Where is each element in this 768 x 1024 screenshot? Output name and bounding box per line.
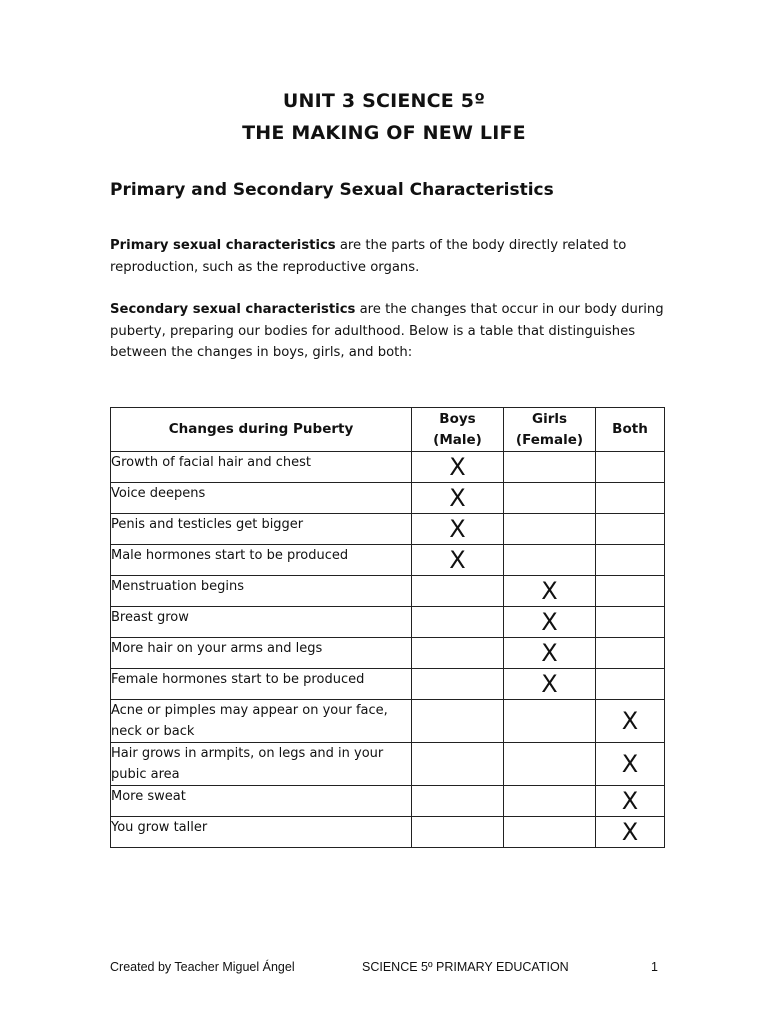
cell-both (596, 452, 665, 483)
table-row (111, 514, 665, 545)
puberty-changes-table (110, 407, 665, 848)
change-label: Penis and testicles get bigger (111, 514, 412, 545)
cell-girls (504, 786, 596, 817)
check-mark-x: X (541, 608, 558, 636)
secondary-characteristics-paragraph (110, 299, 670, 364)
cell-boys (412, 700, 504, 743)
cell-girls (504, 545, 596, 576)
cell-both (596, 669, 665, 700)
check-mark-x: X (541, 577, 558, 605)
cell-boys (412, 669, 504, 700)
cell-boys (412, 743, 504, 786)
cell-both (596, 545, 665, 576)
cell-boys (412, 452, 504, 483)
cell-girls (504, 638, 596, 669)
change-label: Voice deepens (111, 483, 412, 514)
change-label: More hair on your arms and legs (111, 638, 412, 669)
cell-both (596, 607, 665, 638)
table-row (111, 607, 665, 638)
table-row (111, 452, 665, 483)
footer-page-number: 1 (651, 960, 658, 974)
cell-girls (504, 576, 596, 607)
cell-boys (412, 514, 504, 545)
check-mark-x: X (449, 546, 466, 574)
change-label: More sweat (111, 786, 412, 817)
cell-boys (412, 545, 504, 576)
cell-both (596, 817, 665, 848)
check-mark-x: X (621, 818, 639, 846)
table-row (111, 700, 665, 743)
cell-boys (412, 817, 504, 848)
cell-girls (504, 452, 596, 483)
secondary-term: Secondary sexual characteristics (110, 302, 356, 317)
footer-course: SCIENCE 5º PRIMARY EDUCATION (362, 960, 569, 974)
table-row (111, 545, 665, 576)
change-label: Acne or pimples may appear on your face, neck or back (111, 700, 412, 743)
change-label: Breast grow (111, 607, 412, 638)
change-label: Male hormones start to be produced (111, 545, 412, 576)
footer-author: Created by Teacher Miguel Ángel (110, 960, 295, 974)
check-mark-x: X (449, 515, 466, 543)
header-girls (504, 408, 596, 452)
secondary-definition: are the changes that occur in our body during puberty, preparing our bodies for adulthood. Below is a table that distinguishes between the changes in boys, girls, and both: (110, 302, 664, 360)
table-row (111, 576, 665, 607)
cell-boys (412, 786, 504, 817)
primary-characteristics-paragraph (110, 235, 670, 278)
cell-both (596, 514, 665, 545)
header-boys-sub: (Male) (433, 431, 482, 448)
cell-both (596, 638, 665, 669)
table-row (111, 743, 665, 786)
check-mark-x: X (621, 750, 639, 778)
header-changes: Changes during Puberty (111, 408, 412, 452)
primary-definition: are the parts of the body directly related to reproduction, such as the reproductive organs. (110, 238, 627, 275)
change-label: Female hormones start to be produced (111, 669, 412, 700)
cell-girls (504, 700, 596, 743)
check-mark-x: X (449, 484, 466, 512)
check-mark-x: X (621, 787, 639, 815)
cell-boys (412, 483, 504, 514)
cell-boys (412, 638, 504, 669)
table-body (111, 452, 665, 848)
change-label: Growth of facial hair and chest (111, 452, 412, 483)
check-mark-x: X (449, 453, 466, 481)
cell-both (596, 576, 665, 607)
table-row (111, 669, 665, 700)
table-row (111, 483, 665, 514)
cell-girls (504, 607, 596, 638)
primary-term: Primary sexual characteristics (110, 238, 336, 253)
header-both: Both (596, 408, 665, 452)
change-label: You grow taller (111, 817, 412, 848)
header-boys-label: Boys (439, 410, 476, 427)
cell-boys (412, 607, 504, 638)
table-row (111, 638, 665, 669)
cell-girls (504, 817, 596, 848)
unit-subtitle: THE MAKING OF NEW LIFE (242, 122, 526, 144)
check-mark-x: X (541, 639, 558, 667)
cell-girls (504, 483, 596, 514)
cell-boys (412, 576, 504, 607)
header-girls-label: Girls (531, 410, 568, 427)
cell-both (596, 700, 665, 743)
check-mark-x: X (541, 670, 558, 698)
table-row (111, 817, 665, 848)
cell-both (596, 743, 665, 786)
unit-title: UNIT 3 SCIENCE 5º (282, 90, 486, 112)
change-label: Hair grows in armpits, on legs and in your pubic area (111, 743, 412, 786)
change-label: Menstruation begins (111, 576, 412, 607)
header-girls-sub: (Female) (515, 431, 584, 448)
check-mark-x: X (621, 707, 639, 735)
cell-girls (504, 743, 596, 786)
table-row (111, 786, 665, 817)
cell-girls (504, 669, 596, 700)
cell-girls (504, 514, 596, 545)
section-heading: Primary and Secondary Sexual Characteristics (110, 180, 554, 200)
cell-both (596, 786, 665, 817)
header-boys (412, 408, 504, 452)
cell-both (596, 483, 665, 514)
